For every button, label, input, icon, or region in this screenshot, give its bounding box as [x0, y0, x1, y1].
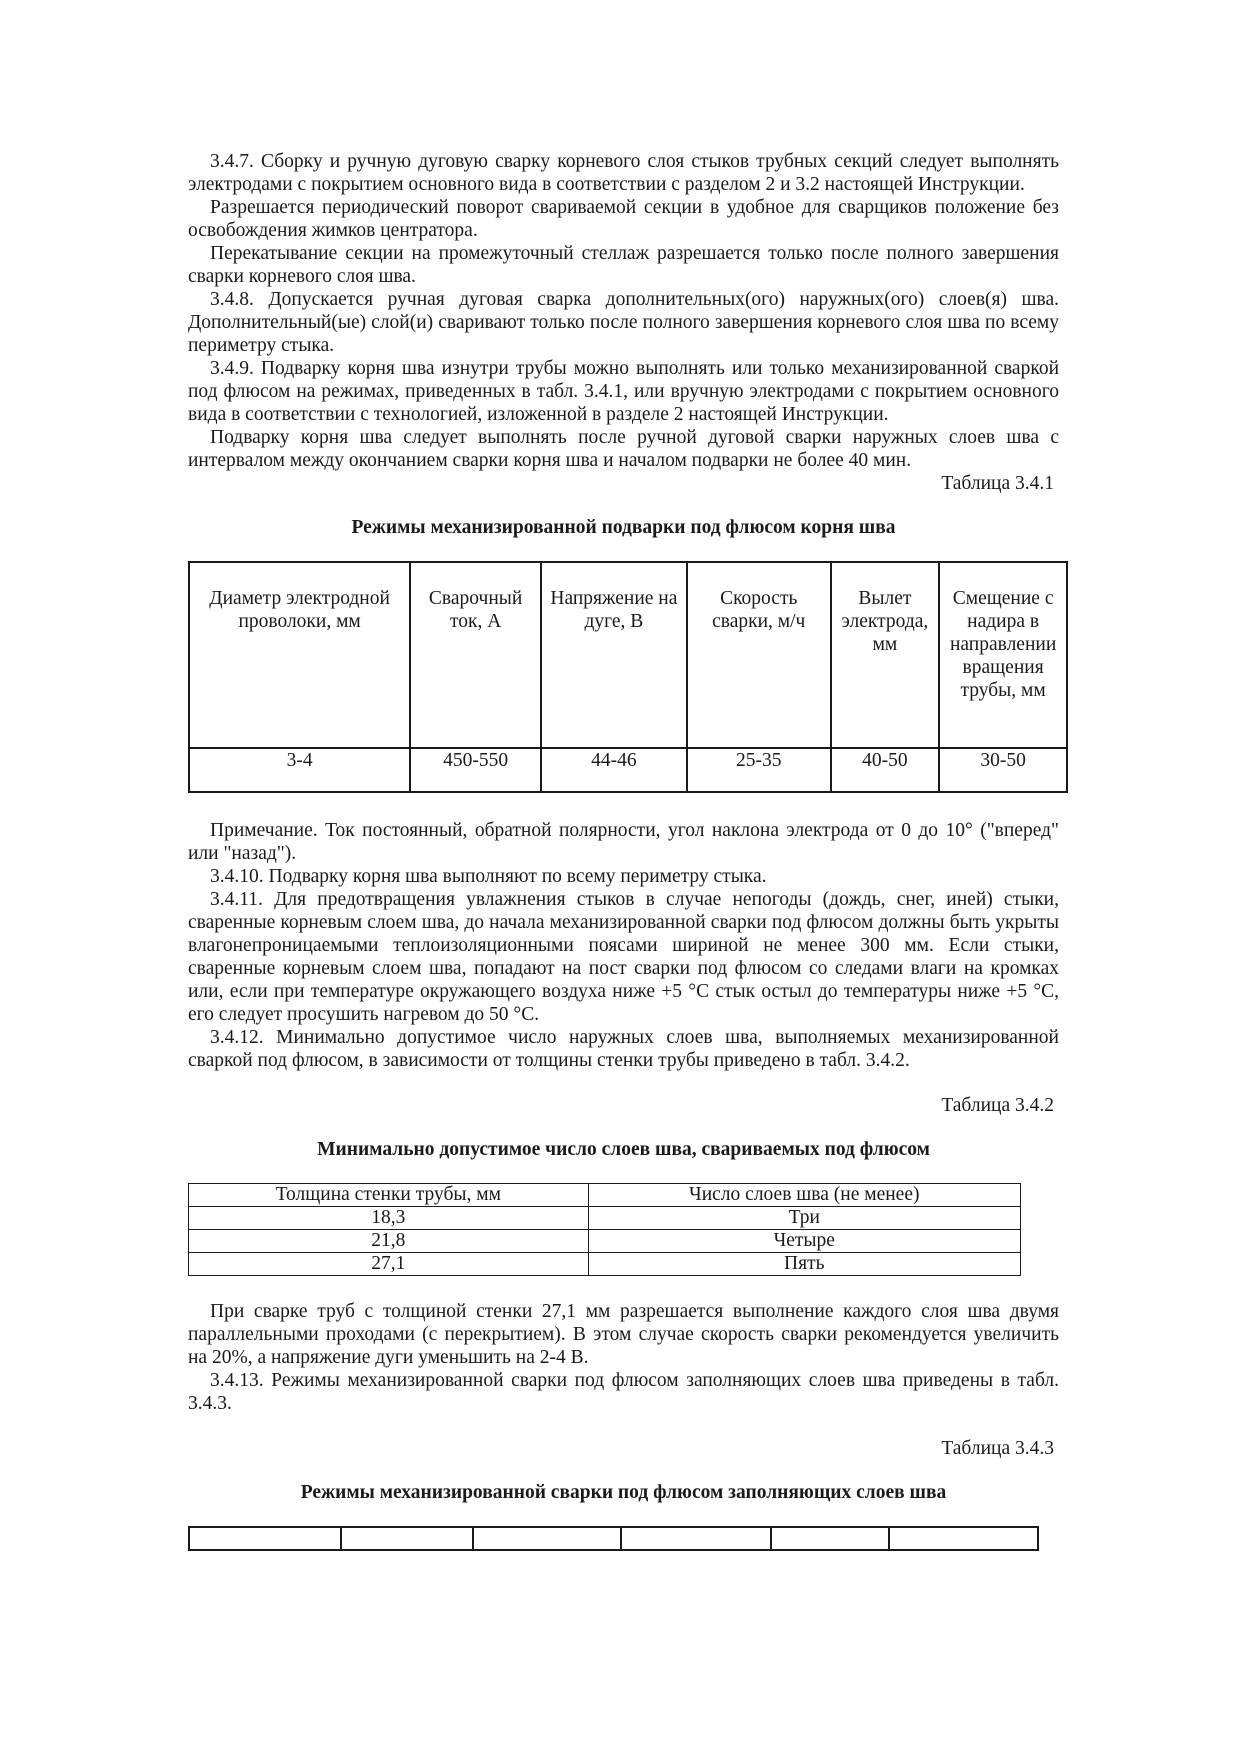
table2-header-cell: Число слоев шва (не менее) [588, 1184, 1020, 1207]
paragraph-3-4-12: 3.4.12. Минимально допустимое число наружных слоев шва, выполняемых механизированной сваркой под флюсом, в зависимости от толщины стенки трубы приведено в табл. 3.4.2. [188, 1027, 1059, 1071]
table-row [189, 1230, 1021, 1253]
paragraph-rolling: Перекатывание секции на промежуточный стеллаж разрешается только после полного завершения сварки корневого слоя шва. [188, 243, 1059, 287]
paragraph-3-4-10: 3.4.10. Подварку корня шва выполняют по всему периметру стыка. [210, 866, 767, 887]
table2-cell: Три [588, 1207, 1020, 1230]
table2-header-row [189, 1184, 1021, 1207]
paragraph-root-backing: Подварку корня шва следует выполнять после ручной дуговой сварки наружных слоев шва с интервалом между окончанием сварки корня шва и началом подварки не более 40 мин. [188, 427, 1059, 471]
table1-header-row [189, 562, 1067, 748]
paragraph-note: Примечание. Ток постоянный, обратной полярности, угол наклона электрода от 0 до 10° ("вперед" или "назад"). [188, 820, 1059, 864]
table-row [189, 748, 1067, 792]
document-page [188, 150, 1059, 1551]
paragraph-two-passes: При сварке труб с толщиной стенки 27,1 мм разрешается выполнение каждого слоя шва двумя параллельными проходами (с перекрытием). В этом случае скорость сварки рекомендуется увеличить на 20%, а напряжение дуги уменьшить на 2-4 В. [188, 1301, 1059, 1368]
table1-cell: 3-4 [189, 748, 410, 792]
table-row [189, 1527, 1038, 1550]
table3-title: Режимы механизированной сварки под флюсом заполняющих слоев шва [300, 1482, 947, 1503]
table1-cell: 450-550 [410, 748, 541, 792]
table2-cell: 18,3 [189, 1207, 589, 1230]
table1-cell: 44-46 [541, 748, 687, 792]
table2-cell: 21,8 [189, 1230, 589, 1253]
table2-cell: Пять [588, 1253, 1020, 1276]
table3-label: Таблица 3.4.3 [941, 1438, 1054, 1459]
paragraph-3-4-8: 3.4.8. Допускается ручная дуговая сварка дополнительных(ого) наружных(ого) слоев(я) шва. Дополнительный(ые) слой(и) сваривают только после полного завершения корневого слоя шва по всему периметру стыка. [188, 289, 1059, 356]
table3 [188, 1526, 1039, 1551]
table-row [189, 1207, 1021, 1230]
table3-cell [621, 1527, 771, 1550]
table1-title: Режимы механизированной подварки под флюсом корня шва [351, 517, 896, 538]
table2-cell: 27,1 [189, 1253, 589, 1276]
paragraph-3-4-9: 3.4.9. Подварку корня шва изнутри трубы можно выполнять или только механизированной сваркой под флюсом на режимах, приведенных в табл. 3.4.1, или вручную электродами с покрытием основного вида в соответствии с технологией, изложенной в разделе 2 настоящей Инструкции. [188, 358, 1059, 425]
table1-header-cell: Напряжение на дуге, В [541, 562, 687, 748]
table1-cell: 25-35 [687, 748, 831, 792]
table2-label: Таблица 3.4.2 [941, 1095, 1054, 1116]
paragraph-3-4-11: 3.4.11. Для предотвращения увлажнения стыков в случае непогоды (дождь, снег, иней) стыки, сваренные корневым слоем шва, до начала механизированной сварки под флюсом должны быть укрыты влагонепроницаемыми теплоизоляционными поясами шириной не менее 300 мм. Если стыки, сваренные корневым слоем шва, попадают на пост сварки под флюсом со следами влаги на кромках или, если при температуре окружающего воздуха ниже +5 °С стык остыл до температуры ниже +5 °С, его следует просушить нагревом до 50 °С. [188, 889, 1059, 1025]
paragraph-3-4-13: 3.4.13. Режимы механизированной сварки под флюсом заполняющих слоев шва приведены в табл. 3.4.3. [188, 1370, 1059, 1414]
table1-header-cell: Вылет электрода, мм [831, 562, 940, 748]
table2-cell: Четыре [588, 1230, 1020, 1253]
table1-header-cell: Смещение с надира в направлении вращения трубы, мм [939, 562, 1067, 748]
table2-title: Минимально допустимое число слоев шва, свариваемых под флюсом [317, 1139, 930, 1160]
table2-header-cell: Толщина стенки трубы, мм [189, 1184, 589, 1207]
table1-header-cell: Сварочный ток, А [410, 562, 541, 748]
paragraph-3-4-7: 3.4.7. Сборку и ручную дуговую сварку корневого слоя стыков трубных секций следует выполнять электродами с покрытием основного вида в соответствии с разделом 2 и 3.2 настоящей Инструкции. [188, 151, 1059, 195]
table1-label: Таблица 3.4.1 [941, 473, 1054, 494]
table3-cell [771, 1527, 890, 1550]
table1-cell: 40-50 [831, 748, 940, 792]
table3-cell [341, 1527, 474, 1550]
table-row [189, 1253, 1021, 1276]
table3-cell [189, 1527, 341, 1550]
table3-cell [473, 1527, 621, 1550]
table2 [188, 1183, 1021, 1276]
table1-header-cell: Скорость сварки, м/ч [687, 562, 831, 748]
table1-cell: 30-50 [939, 748, 1067, 792]
paragraph-rotation: Разрешается периодический поворот свариваемой секции в удобное для сварщиков положение без освобождения жимков центратора. [188, 197, 1059, 241]
table1-header-cell: Диаметр электродной проволоки, мм [189, 562, 410, 748]
table3-cell [889, 1527, 1038, 1550]
table1 [188, 561, 1068, 793]
